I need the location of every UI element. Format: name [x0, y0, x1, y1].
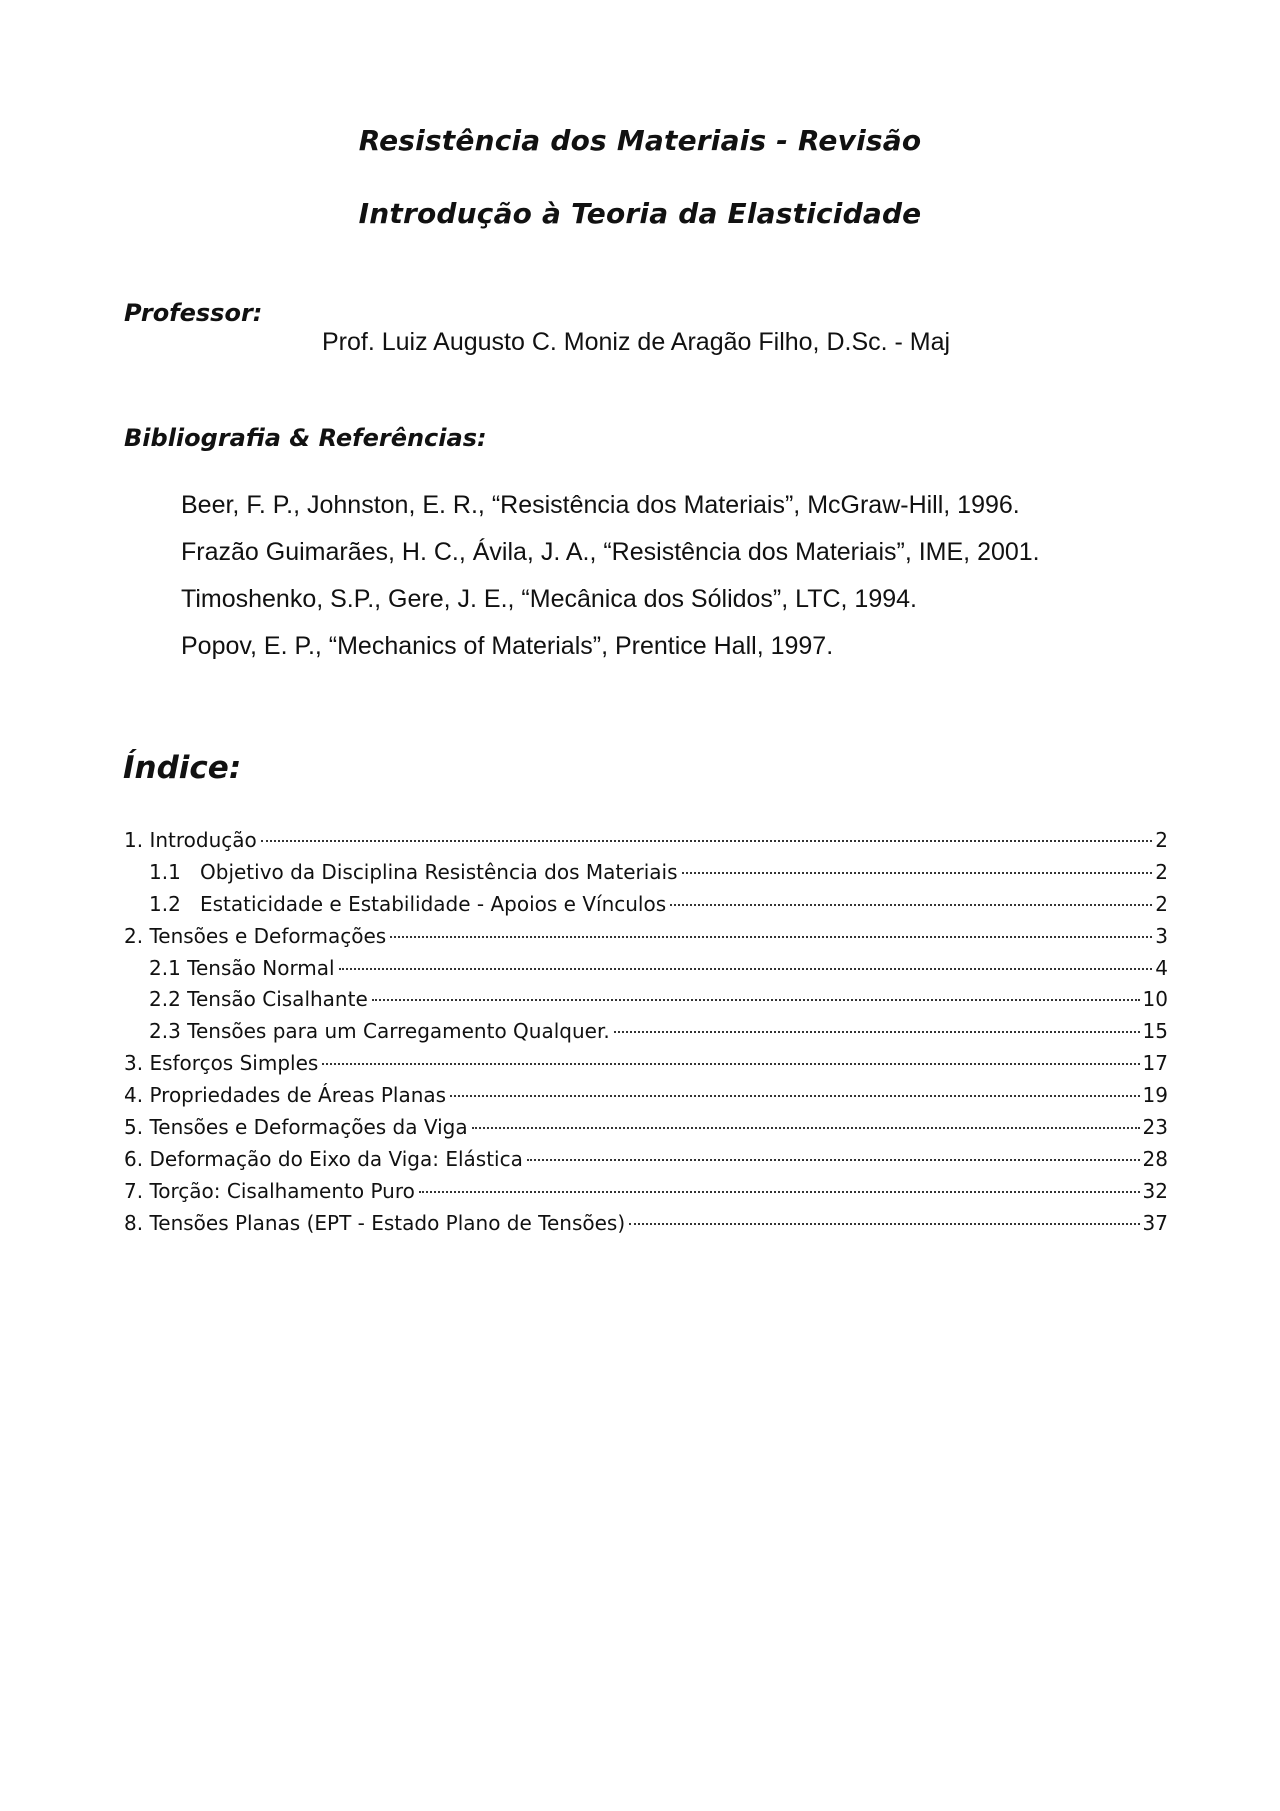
toc-dot-leader	[629, 1223, 1139, 1225]
toc-entry-number: 4.	[124, 1083, 144, 1108]
toc-entry-page: 28	[1142, 1146, 1168, 1171]
toc-entry-label: Tensão Normal	[187, 955, 335, 980]
toc-entry-number: 1.1	[149, 859, 181, 884]
toc-entry[interactable]	[124, 1145, 1168, 1177]
toc-entry-number: 2.3	[149, 1019, 181, 1044]
toc-entry-number: 5.	[124, 1115, 144, 1140]
toc-entry-label: Tensões Planas (EPT - Estado Plano de Tensões)	[149, 1210, 626, 1235]
toc-dot-leader	[527, 1159, 1140, 1161]
toc-entry[interactable]	[124, 858, 1168, 890]
toc-entry[interactable]	[124, 954, 1168, 986]
toc-entry-page: 2	[1155, 859, 1168, 884]
toc-entry-number: 8.	[124, 1210, 144, 1235]
bibliography-label: Bibliografia & Referências:	[124, 424, 487, 452]
toc-entry-number: 2.	[124, 923, 144, 948]
toc-entry-label: Torção: Cisalhamento Puro	[149, 1178, 415, 1203]
toc-entry-label: Tensão Cisalhante	[187, 987, 368, 1012]
toc-dot-leader	[450, 1095, 1139, 1097]
professor-label: Professor:	[124, 299, 263, 327]
index-heading: Índice:	[123, 750, 242, 786]
toc-entry[interactable]	[124, 985, 1168, 1017]
toc-dot-leader	[390, 936, 1152, 938]
toc-entry-label: Estaticidade e Estabilidade - Apoios e Vínculos	[200, 891, 667, 916]
toc-entry[interactable]	[124, 1017, 1168, 1049]
toc-entry-number: 7.	[124, 1178, 144, 1203]
toc-entry[interactable]	[124, 890, 1168, 922]
toc-entry-label: Esforços Simples	[149, 1051, 319, 1076]
toc-dot-leader	[419, 1191, 1140, 1193]
toc-entry[interactable]	[124, 1081, 1168, 1113]
toc-entry-page: 19	[1142, 1083, 1168, 1108]
toc-entry-label: Tensões para um Carregamento Qualquer.	[187, 1019, 610, 1044]
toc-entry-number: 1.2	[149, 891, 181, 916]
toc-entry-label: Introdução	[149, 828, 257, 852]
toc-entry[interactable]	[124, 826, 1168, 858]
toc-entry-label: Tensões e Deformações da Viga	[149, 1115, 468, 1140]
bibliography-item: Timoshenko, S.P., Gere, J. E., “Mecânica dos Sólidos”, LTC, 1994.	[181, 585, 917, 613]
toc-dot-leader	[472, 1127, 1140, 1129]
toc-dot-leader	[614, 1031, 1140, 1033]
toc-entry-label: Deformação do Eixo da Viga: Elástica	[149, 1146, 523, 1171]
toc-entry-number: 1.	[124, 828, 144, 852]
table-of-contents	[124, 826, 1168, 1241]
toc-entry[interactable]	[124, 1209, 1168, 1241]
toc-entry-page: 32	[1142, 1178, 1168, 1203]
toc-entry-page: 17	[1142, 1051, 1168, 1076]
toc-entry[interactable]	[124, 1049, 1168, 1081]
toc-entry-label: Propriedades de Áreas Planas	[149, 1083, 447, 1108]
toc-entry-number: 2.1	[149, 955, 181, 980]
toc-entry-number: 2.2	[149, 987, 181, 1012]
toc-entry-page: 4	[1155, 955, 1168, 980]
toc-dot-leader	[670, 904, 1152, 906]
toc-dot-leader	[339, 968, 1153, 970]
toc-dot-leader	[261, 840, 1153, 842]
toc-entry-page: 3	[1155, 923, 1168, 948]
toc-entry-number: 6.	[124, 1146, 144, 1171]
toc-dot-leader	[322, 1063, 1139, 1065]
toc-entry-page: 10	[1142, 987, 1168, 1012]
toc-entry-label: Objetivo da Disciplina Resistência dos Materiais	[200, 859, 678, 884]
document-subtitle: Introdução à Teoria da Elasticidade	[358, 197, 922, 230]
bibliography-item: Frazão Guimarães, H. C., Ávila, J. A., “Resistência dos Materiais”, IME, 2001.	[181, 538, 1040, 566]
toc-dot-leader	[372, 999, 1140, 1001]
bibliography-item: Beer, F. P., Johnston, E. R., “Resistência dos Materiais”, McGraw-Hill, 1996.	[181, 491, 1020, 519]
toc-entry-page: 37	[1142, 1210, 1168, 1235]
toc-dot-leader	[682, 872, 1153, 874]
toc-entry-number: 3.	[124, 1051, 144, 1076]
document-title: Resistência dos Materiais - Revisão	[358, 124, 922, 157]
toc-entry[interactable]	[124, 1177, 1168, 1209]
toc-entry-page: 2	[1155, 891, 1168, 916]
professor-name: Prof. Luiz Augusto C. Moniz de Aragão Filho, D.Sc. - Maj	[322, 328, 951, 356]
bibliography-list	[181, 488, 1040, 676]
toc-entry[interactable]	[124, 922, 1168, 954]
toc-entry-label: Tensões e Deformações	[149, 923, 387, 948]
toc-entry[interactable]	[124, 1113, 1168, 1145]
toc-entry-page: 23	[1142, 1115, 1168, 1140]
bibliography-item: Popov, E. P., “Mechanics of Materials”, Prentice Hall, 1997.	[181, 632, 834, 660]
toc-entry-page: 2	[1155, 828, 1168, 852]
toc-entry-page: 15	[1142, 1019, 1168, 1044]
